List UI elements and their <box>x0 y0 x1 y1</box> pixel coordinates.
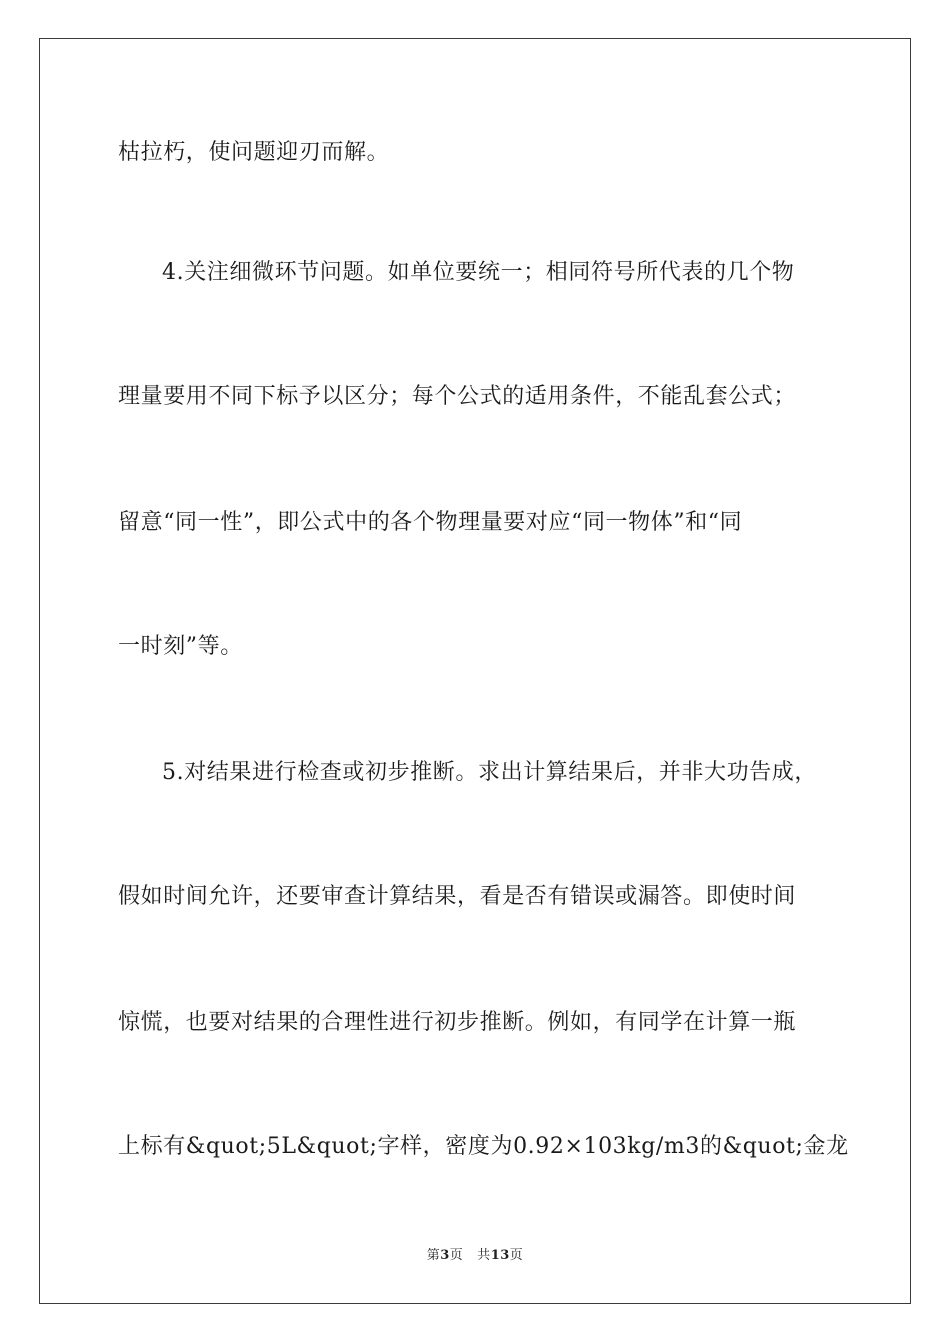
page-border <box>39 38 911 1304</box>
text-line-2: 4.关注细微环节问题。如单位要统一；相同符号所代表的几个物 <box>162 260 795 285</box>
text-line-5: 一时刻”等。 <box>118 634 243 659</box>
page-unit: 页 <box>449 1248 464 1263</box>
text-line-1: 枯拉朽，使问题迎刃而解。 <box>118 140 390 165</box>
page-footer <box>0 1247 950 1265</box>
total-unit: 页 <box>509 1248 524 1263</box>
text-line-3: 理量要用不同下标予以区分；每个公式的适用条件，不能乱套公式； <box>118 384 797 409</box>
text-line-7: 假如时间允许，还要审查计算结果，看是否有错误或漏答。即使时间 <box>118 884 797 909</box>
text-line-4: 留意“同一性”，即公式中的各个物理量要对应“同一物体”和“同 <box>118 510 743 535</box>
page-total: 13 <box>490 1248 510 1263</box>
text-line-8: 惊慌，也要对结果的合理性进行初步推断。例如，有同学在计算一瓶 <box>118 1010 797 1035</box>
total-prefix: 共 <box>477 1248 491 1263</box>
text-line-6: 5.对结果进行检查或初步推断。求出计算结果后，并非大功告成， <box>162 760 817 785</box>
text-line-9: 上标有&quot;5L&quot;字样，密度为0.92×103kg/m3的&quot;金龙 <box>118 1134 849 1159</box>
page-prefix: 第 <box>426 1248 441 1263</box>
page-number: 3 <box>440 1248 450 1263</box>
